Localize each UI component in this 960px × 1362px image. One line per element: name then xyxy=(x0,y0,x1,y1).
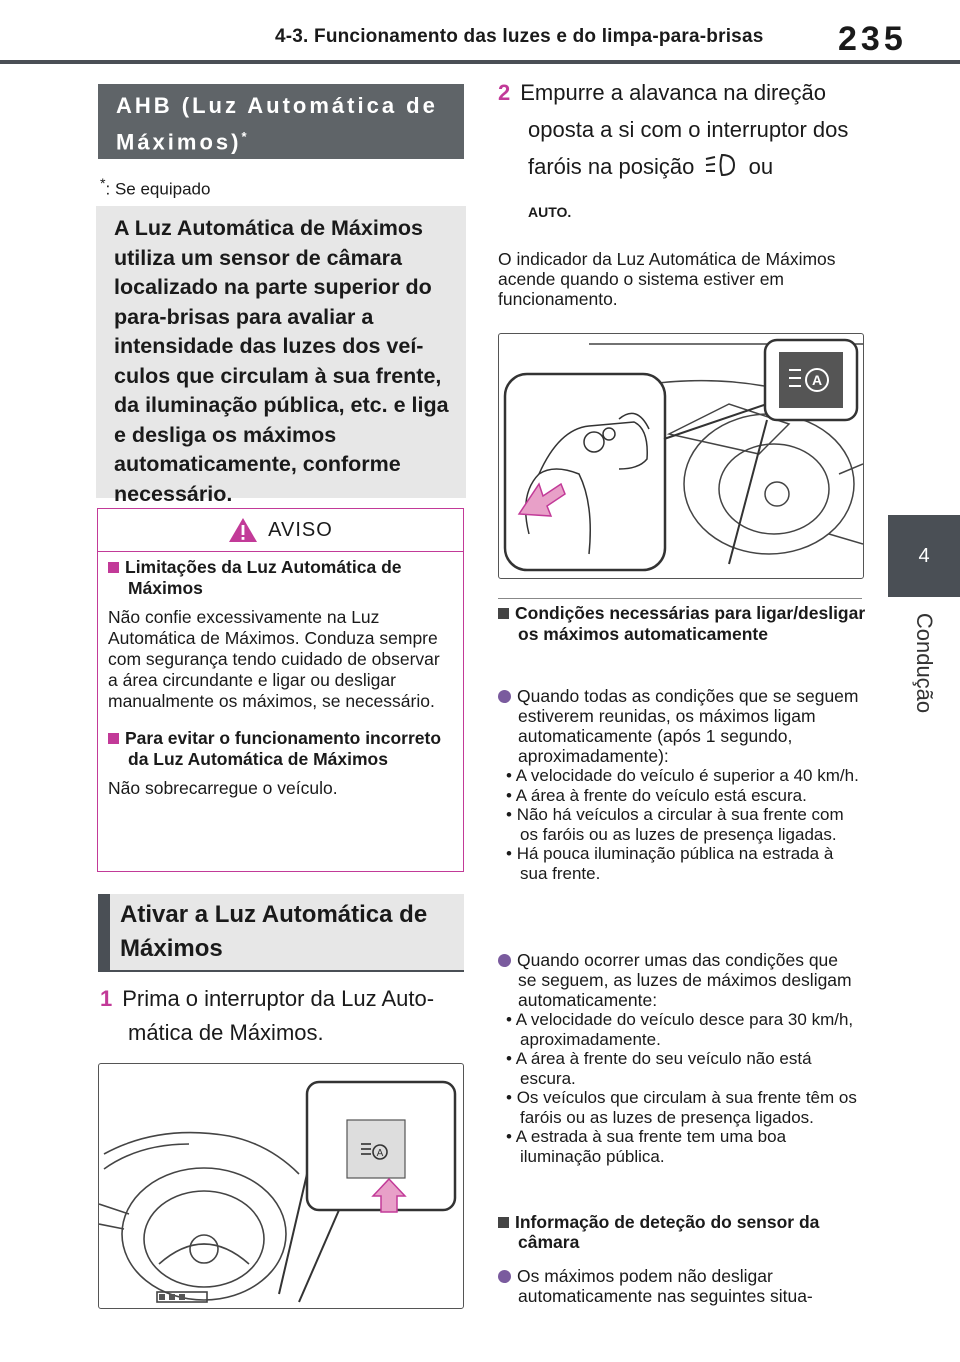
intro-box: A Luz Automática de Máximos utiliza um sensor de câmara localizado na parte superior do para-brisas para avaliar a intensidade das luzes dos veículos que circulam à sua frente, da iluminação pública, etc. e liga e desliga os máximos automaticamente, conforme necessário. xyxy=(96,206,466,498)
list-item: • A estrada à sua frente tem uma boa iluminação pública. xyxy=(498,1127,860,1166)
list-item: • A velocidade do veículo desce para 30 km/h, aproximadamente. xyxy=(498,1010,860,1049)
warning-text-2: Não sobrecarregue o veículo. xyxy=(108,778,338,798)
indicator-paragraph: O indicador da Luz Automática de Máximos acende quando o sistema estiver em funcionamento. xyxy=(498,249,836,309)
warning-triangle-icon xyxy=(228,517,258,543)
conditions-on-intro: Quando todas as condições que se seguem estiverem reunidas, os máximos ligam automaticamente (após 1 segundo, aproximadamente): xyxy=(498,686,860,766)
square-bullet-icon xyxy=(108,733,119,744)
step-1-text: Prima o interruptor da Luz Automática de Máximos. xyxy=(122,986,435,1045)
circle-bullet-icon xyxy=(498,1270,511,1283)
list-item: • Há pouca iluminação pública na estrada à sua frente. xyxy=(498,844,860,883)
circle-bullet-icon xyxy=(498,954,511,967)
lever-illustration xyxy=(499,334,863,578)
list-item: • Não há veículos a circular à sua frente com os faróis ou as luzes de presença ligadas. xyxy=(498,805,860,844)
conditions-off-intro: Quando ocorrer umas das condições que se seguem, as luzes de máximos desligam automaticamente: xyxy=(498,950,860,1010)
warning-header xyxy=(98,509,463,552)
warning-heading-1: Limitações da Luz Automática de Máximos xyxy=(108,557,451,599)
activate-title-underline xyxy=(98,970,464,972)
chapter-label: Condução xyxy=(912,612,937,714)
warning-text-1: Não confie excessivamente na Luz Automática de Máximos. Conduza sempre com segurança tendo cuidado de observar a área circundante e ligar ou desligar manualmente os máximos, se necessário. xyxy=(108,607,440,711)
activate-title-line2: Máximos xyxy=(120,935,223,962)
list-item: • A área à frente do seu veículo não está escura. xyxy=(498,1049,860,1088)
circle-bullet-icon xyxy=(498,690,511,703)
figure-dashboard-switch xyxy=(98,1063,464,1309)
conditions-on-list xyxy=(498,766,860,883)
ahb-asterisk: * xyxy=(241,129,250,144)
header-divider xyxy=(0,60,960,64)
step-1-number: 1 xyxy=(100,986,113,1011)
step-2 xyxy=(498,74,860,185)
dashboard-illustration xyxy=(99,1064,463,1308)
conditions-off-list xyxy=(498,1010,860,1166)
chapter-number: 4 xyxy=(918,544,930,567)
warning-body xyxy=(108,557,451,799)
activate-title-line1: Ativar a Luz Automática de xyxy=(120,901,428,928)
ahb-title-line2: Máximos) xyxy=(116,129,242,155)
figure-lever-push xyxy=(498,333,864,579)
ahb-title-line1: AHB (Luz Automática de xyxy=(116,93,438,118)
svg-text:A: A xyxy=(376,1148,384,1159)
svg-text:A: A xyxy=(811,372,823,388)
footnote xyxy=(100,176,210,200)
conditions-divider xyxy=(498,598,862,599)
sensor-paragraph: Os máximos podem não desligar automaticamente nas seguintes situa- xyxy=(498,1266,860,1306)
step-2-text: Empurre a alavanca na direção oposta a si com o interruptor dos faróis na posição xyxy=(520,80,849,179)
footnote-mark: * xyxy=(100,176,106,192)
square-bullet-icon xyxy=(498,608,509,619)
chapter-label-container xyxy=(884,608,960,718)
warning-heading-2: Para evitar o funcionamento incorreto da Luz Automática de Máximos xyxy=(108,728,451,770)
conditions-off-block xyxy=(498,950,860,1166)
square-bullet-icon xyxy=(108,562,119,573)
page-number: 235 xyxy=(838,20,907,58)
ahb-title-box xyxy=(98,84,464,159)
step-2-or: ou xyxy=(748,154,774,179)
activate-section-title xyxy=(98,894,464,970)
auto-icon: AUTO xyxy=(528,204,568,220)
list-item: • Os veículos que circulam à sua frente têm os faróis ou as luzes de presença ligados. xyxy=(498,1088,860,1127)
step-1 xyxy=(100,982,466,1050)
warning-label: AVISO xyxy=(268,518,333,541)
section-title: 4-3. Funcionamento das luzes e do limpa-para-brisas xyxy=(275,26,764,47)
headlight-on-icon xyxy=(704,152,738,178)
chapter-number-tab xyxy=(888,515,960,597)
conditions-heading: Condições necessárias para ligar/desligar os máximos automaticamente xyxy=(498,603,880,645)
conditions-on-block xyxy=(498,686,860,883)
list-item: • A área à frente do veículo está escura. xyxy=(498,786,860,806)
step-2-number: 2 xyxy=(498,80,511,105)
list-item: • A velocidade do veículo é superior a 40 km/h. xyxy=(498,766,860,786)
auto-position: AUTO. xyxy=(528,204,572,220)
footnote-text: : Se equipado xyxy=(105,179,211,199)
square-bullet-icon xyxy=(498,1217,509,1228)
warning-box xyxy=(97,508,464,872)
sensor-heading: Informação de deteção do sensor da câmara xyxy=(498,1212,860,1252)
